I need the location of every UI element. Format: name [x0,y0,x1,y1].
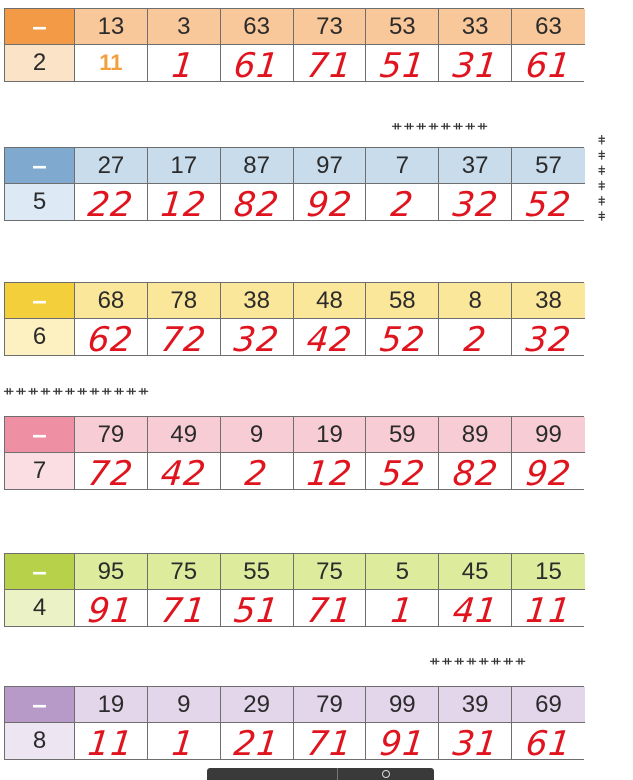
minuend-cell: 5 [366,554,439,590]
handwritten-answer: 92 [304,185,355,225]
handwritten-answer: 21 [231,724,282,764]
handwritten-answer: 71 [304,724,355,764]
answer-cell[interactable] [221,723,294,764]
minuend-cell: 17 [148,148,221,184]
answer-cell[interactable] [294,319,367,360]
handwritten-answer: 52 [377,320,428,360]
answer-cell[interactable] [75,45,148,81]
answer-cell[interactable] [512,184,585,225]
handwritten-answer: 1 [170,46,198,86]
handwritten-answer: 31 [450,46,500,86]
answer-cell[interactable] [512,453,585,494]
ants-column: ᚑᚑᚑᚑᚑᚑ [595,135,610,227]
answer-cell[interactable] [148,453,221,494]
minuend-cell: 99 [366,687,439,723]
answer-cell[interactable] [512,723,585,764]
handwritten-answer: 51 [231,591,282,631]
minuend-cell: 29 [221,687,294,723]
answer-cell[interactable] [366,723,439,764]
minuend-cell: 53 [366,9,439,45]
handwritten-answer: 1 [170,724,198,764]
handwritten-answer: 51 [377,46,428,86]
handwritten-answer: 72 [86,454,136,494]
answer-cell[interactable] [221,453,294,494]
minuend-cell: 68 [75,283,148,319]
handwritten-answer: 31 [450,724,500,764]
minuend-cell: 87 [221,148,294,184]
toolbar-divider [337,768,338,780]
minuend-cell: 38 [512,283,585,319]
answer-cell[interactable] [75,319,148,360]
handwritten-answer: 82 [450,454,500,494]
answer-cell[interactable] [221,45,294,86]
handwritten-answer: 1 [388,591,416,631]
minuend-cell: 97 [294,148,367,184]
minus-sign: – [5,283,75,319]
answer-cell[interactable] [75,723,148,764]
minuend-cell: 99 [512,417,585,453]
handwritten-answer: 41 [450,591,500,631]
handwritten-answer: 42 [159,454,209,494]
minuend-cell: 73 [294,9,367,45]
minuend-cell: 33 [439,9,512,45]
minuend-cell: 37 [439,148,512,184]
answer-cell[interactable] [366,319,439,360]
handwritten-answer: 22 [86,185,136,225]
handwritten-answer: 2 [388,185,416,225]
answer-cell[interactable] [221,184,294,225]
answer-cell[interactable] [366,184,439,225]
minuend-cell: 7 [366,148,439,184]
handwritten-answer: 32 [231,320,282,360]
minus-sign: – [5,148,75,184]
minuend-cell: 79 [75,417,148,453]
minuend-cell: 19 [294,417,367,453]
answer-cell[interactable] [439,590,512,631]
handwritten-answer: 32 [523,320,574,360]
answer-cell[interactable] [75,453,148,494]
minuend-cell: 13 [75,9,148,45]
handwritten-answer: 71 [304,591,355,631]
minus-sign: – [5,9,75,45]
subtrahend-cell: 8 [5,723,75,759]
minuend-cell: 48 [294,283,367,319]
minuend-cell: 59 [366,417,439,453]
handwritten-answer: 71 [304,46,355,86]
subtraction-table [4,416,584,494]
subtraction-table [4,686,584,764]
handwritten-answer: 61 [523,46,574,86]
handwritten-answer: 62 [86,320,136,360]
subtraction-table [4,147,584,225]
minuend-cell: 45 [439,554,512,590]
handwritten-answer: 12 [304,454,355,494]
minuend-cell: 38 [221,283,294,319]
minuend-cell: 57 [512,148,585,184]
minuend-cell: 75 [294,554,367,590]
handwritten-answer: 2 [243,454,271,494]
minuend-cell: 15 [512,554,585,590]
minuend-cell: 95 [75,554,148,590]
minus-sign: – [5,687,75,723]
handwritten-answer: 92 [523,454,574,494]
answer-cell[interactable] [221,319,294,360]
ants-row-1: ᚑᚑᚑᚑᚑᚑᚑᚑ [392,118,491,133]
answer-cell[interactable] [221,590,294,631]
answer-cell[interactable] [294,453,367,494]
minuend-cell: 78 [148,283,221,319]
minuend-cell: 63 [512,9,585,45]
minuend-cell: 58 [366,283,439,319]
handwritten-answer: 52 [377,454,428,494]
ants-row-3: ᚑᚑᚑᚑᚑᚑᚑᚑ [430,653,529,668]
answer-cell[interactable] [294,590,367,631]
subtrahend-cell: 5 [5,184,75,220]
subtrahend-cell: 7 [5,453,75,489]
minuend-cell: 19 [75,687,148,723]
answer-cell[interactable] [366,45,439,86]
handwritten-answer: 2 [461,320,489,360]
answer-cell[interactable] [439,184,512,225]
minuend-cell: 27 [75,148,148,184]
minuend-cell: 69 [512,687,585,723]
answer-cell[interactable] [439,45,512,86]
answer-cell[interactable] [294,723,367,764]
answer-cell[interactable] [294,184,367,225]
answer-cell[interactable] [75,184,148,225]
answer-cell[interactable] [512,319,585,360]
minus-sign: – [5,554,75,590]
answer-cell[interactable] [148,184,221,225]
minuend-cell: 89 [439,417,512,453]
minuend-cell: 55 [221,554,294,590]
handwritten-answer: 91 [86,591,136,631]
answer-cell[interactable] [294,45,367,86]
answer-cell[interactable] [148,45,221,86]
toolbar-button-icon[interactable] [382,770,390,778]
answer-cell[interactable] [366,453,439,494]
answer-cell[interactable] [148,319,221,360]
answer-cell[interactable] [512,45,585,86]
answer-cell[interactable] [75,590,148,631]
handwritten-answer: 42 [304,320,355,360]
answer-cell[interactable] [366,590,439,631]
subtrahend-cell: 4 [5,590,75,626]
minuend-cell: 63 [221,9,294,45]
answer-cell[interactable] [148,723,221,764]
answer-cell[interactable] [439,453,512,494]
viewer-toolbar[interactable] [207,768,434,780]
minuend-cell: 9 [221,417,294,453]
minuend-cell: 9 [148,687,221,723]
subtraction-table [4,282,584,360]
printed-example-answer: 11 [99,50,123,75]
minuend-cell: 8 [439,283,512,319]
handwritten-answer: 72 [159,320,209,360]
handwritten-answer: 61 [523,724,574,764]
handwritten-answer: 52 [523,185,574,225]
minuend-cell: 39 [439,687,512,723]
handwritten-answer: 11 [86,724,136,764]
subtraction-table [4,8,584,86]
minuend-cell: 49 [148,417,221,453]
handwritten-answer: 82 [231,185,282,225]
ants-row-2: ᚑᚑᚑᚑᚑᚑᚑᚑᚑᚑᚑᚑ [4,383,152,398]
handwritten-answer: 71 [159,591,209,631]
handwritten-answer: 11 [523,591,574,631]
answer-cell[interactable] [439,723,512,764]
subtraction-table [4,553,584,631]
answer-cell[interactable] [512,590,585,631]
minuend-cell: 79 [294,687,367,723]
handwritten-answer: 91 [377,724,428,764]
subtrahend-cell: 6 [5,319,75,355]
minuend-cell: 3 [148,9,221,45]
minuend-cell: 75 [148,554,221,590]
answer-cell[interactable] [439,319,512,360]
subtrahend-cell: 2 [5,45,75,81]
minus-sign: – [5,417,75,453]
answer-cell[interactable] [148,590,221,631]
handwritten-answer: 32 [450,185,500,225]
handwritten-answer: 61 [231,46,282,86]
handwritten-answer: 12 [159,185,209,225]
